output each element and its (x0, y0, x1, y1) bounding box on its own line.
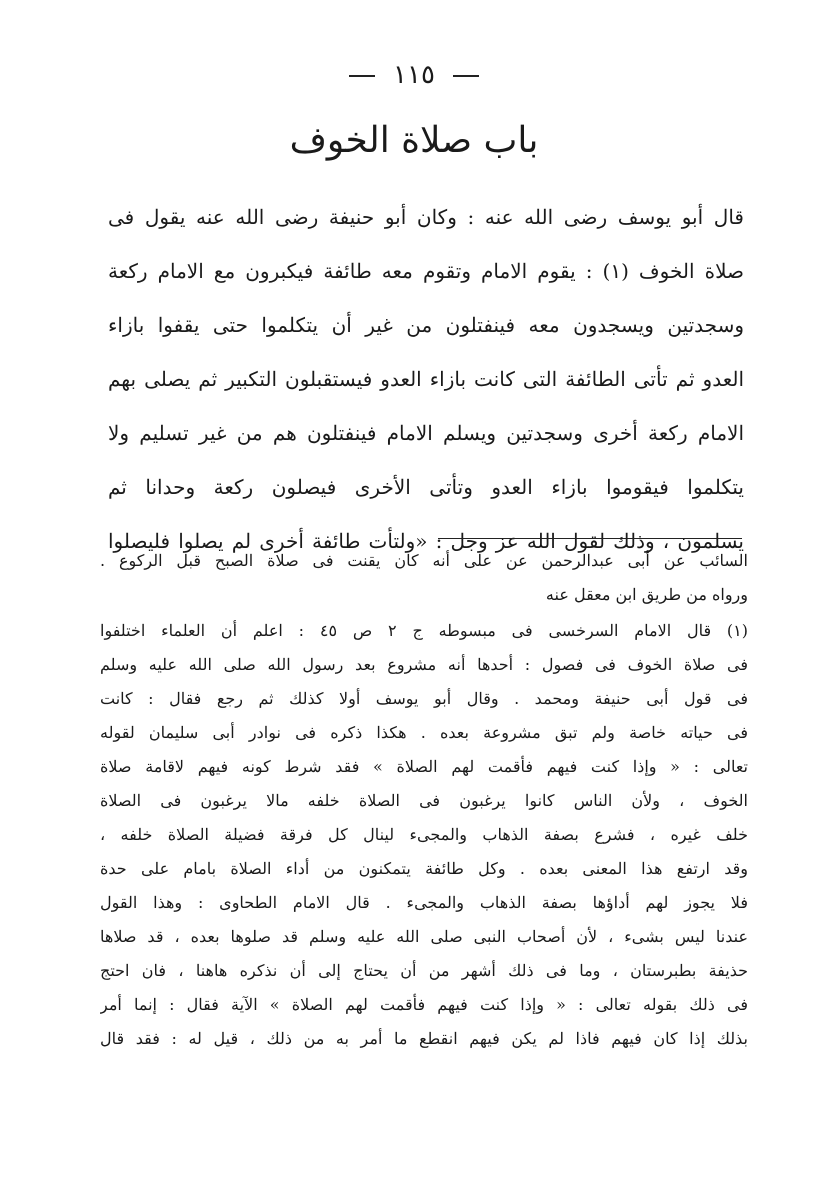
footnote-line: فى حياته خاصة ولم تبق مشروعة بعده . هكذا ذكره فى نوادر أبى سليمان لقوله (100, 723, 748, 742)
footnote-line: السائب عن أبى عبدالرحمن عن على أنه كان يقنت فى صلاة الصبح قبل الركوع . (100, 551, 748, 570)
page-number: ١١٥ (393, 60, 435, 90)
footnote-line: بذلك إذا كان فيهم فاذا لم يكن فيهم انقطع ما أمر به من ذلك ، قيل له : فقد قال (100, 1029, 748, 1048)
footnote-line: فى صلاة الخوف فى فصول : أحدها أنه مشروع بعد رسول الله صلى الله عليه وسلم (100, 655, 748, 674)
footnote-line: وقد ارتفع هذا المعنى بعده . وكل طائفة يتمكنون من أداء الصلاة بامام على حدة (100, 859, 748, 878)
footnote-line: (١) قال الامام السرخسى فى مبسوطه ج ٢ ص ٤٥ : اعلم أن العلماء اختلفوا (100, 621, 748, 640)
footnote-separator (438, 538, 742, 539)
footnote-line: حذيفة بطبرستان ، وما فى ذلك أشهر من أن يحتاج إلى أن نذكره هاهنا ، فان احتج (100, 961, 748, 980)
footnote-line: فى قول أبى حنيفة ومحمد . وقال أبو يوسف أولا كذلك ثم رجع فقال : كانت (100, 689, 748, 708)
main-text-line: يتكلموا فيقوموا بازاء العدو وتأتى الأخرى فيصلون ركعة وحدانا ثم (108, 475, 744, 499)
main-text-line: العدو ثم تأتى الطائفة التى كانت بازاء العدو فيستقبلون التكبير ثم يصلى بهم (108, 367, 744, 391)
chapter-title: باب صلاة الخوف (289, 120, 539, 161)
header-dash-right (453, 75, 479, 77)
footnote-line: ورواه من طريق ابن معقل عنه (545, 585, 748, 604)
main-text (108, 190, 744, 568)
footnote-line: فى ذلك بقوله تعالى : « وإذا كنت فيهم فأقمت لهم الصلاة » الآية فقال : إنما أمر (100, 995, 748, 1014)
footnote-line: تعالى : « وإذا كنت فيهم فأقمت لهم الصلاة » فقد شرط كونه فيهم لاقامة صلاة (100, 757, 748, 776)
main-text-line: قال أبو يوسف رضى الله عنه : وكان أبو حنيفة رضى الله عنه يقول فى (108, 205, 744, 229)
footnote-line: الخوف ، ولأن الناس كانوا يرغبون فى الصلاة خلفه مالا يرغبون فى الصلاة (100, 791, 748, 810)
footnote-line: خلف غيره ، فشرع بصفة الذهاب والمجىء لينال كل فرقة فضيلة الصلاة خلفه ، (100, 825, 748, 844)
main-text-line: الامام ركعة أخرى وسجدتين ويسلم الامام فينفتلون هم من غير تسليم ولا (108, 421, 744, 445)
page-number-header (0, 60, 828, 90)
header-dash-left (349, 75, 375, 77)
main-text-line: يسلمون ، وذلك لقول الله عز وجل : «ولتأت طائفة أخرى لم يصلوا فليصلوا (108, 529, 744, 553)
footnote-line: عندنا ليس بشىء ، لأن أصحاب النبى صلى الله عليه وسلم قد صلوها بعده ، قد صلاها (100, 927, 748, 946)
footnotes (100, 544, 748, 1056)
footnote-line: فلا يجوز لهم أداؤها بصفة الذهاب والمجىء . قال الامام الطحاوى : وهذا القول (100, 893, 748, 912)
main-text-line: وسجدتين ويسجدون معه فينفتلون من غير أن يتكلموا حتى يقفوا بازاء (108, 313, 744, 337)
main-text-line: صلاة الخوف (١) : يقوم الامام وتقوم معه طائفة فيكبرون مع الامام ركعة (108, 259, 744, 283)
